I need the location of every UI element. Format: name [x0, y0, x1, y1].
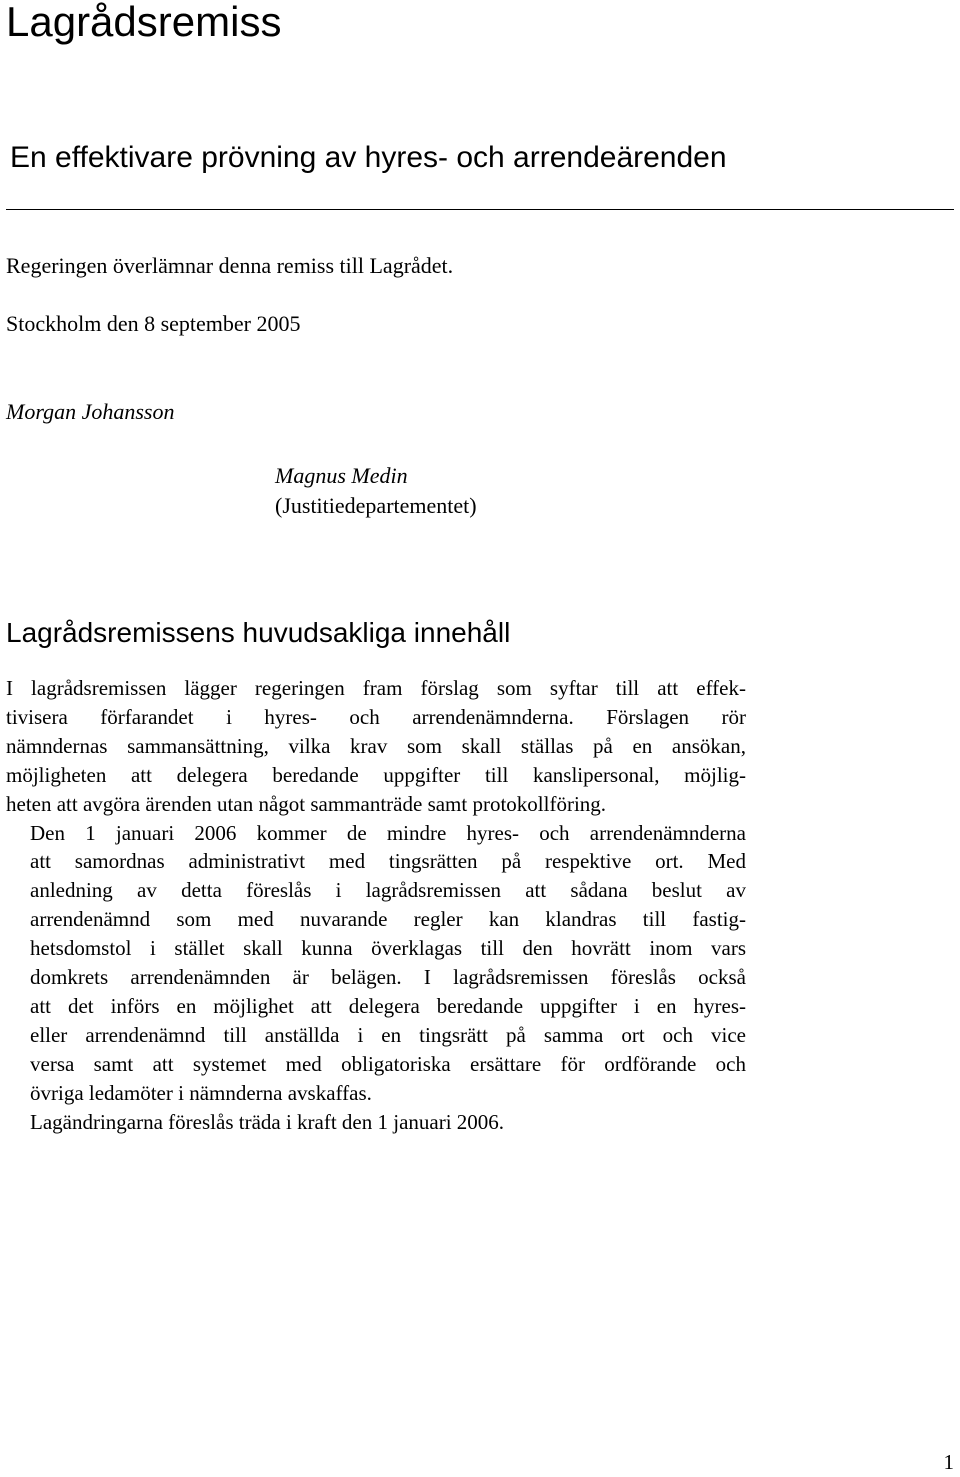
summary-body — [6, 674, 746, 1137]
text-line: att samordnas administrativt med tingsrätten på respektive ort. Med — [30, 849, 746, 874]
summary-paragraph-3 — [6, 1108, 746, 1137]
text-line: anledning av detta föreslås i lagrådsremissen att sådana beslut av — [30, 878, 746, 903]
place-and-date: Stockholm den 8 september 2005 — [6, 311, 301, 336]
text-line: eller arrendenämnd till anställda i en tingsrätt på samma ort och vice — [30, 1022, 746, 1047]
text-line: Den 1 januari 2006 kommer de mindre hyres- och arrendenämnderna — [30, 820, 746, 845]
official-signature: Magnus Medin — [275, 463, 408, 488]
text-line: övriga ledamöter i nämnderna avskaffas. — [30, 1080, 372, 1105]
summary-heading: Lagrådsremissens huvudsakliga innehåll — [6, 617, 511, 648]
summary-paragraph-1 — [6, 674, 746, 819]
document-title: Lagrådsremiss — [6, 0, 282, 45]
text-line: hetsdomstol i stället skall kunna överklagas till den hovrätt inom vars — [30, 936, 746, 961]
referral-statement: Regeringen överlämnar denna remiss till Lagrådet. — [6, 253, 454, 278]
page-number: 1 — [943, 1450, 954, 1474]
document-subtitle: En effektivare prövning av hyres- och arrendeärenden — [10, 141, 727, 174]
text-line: heten att avgöra ärenden utan något sammanträde samt protokollföring. — [6, 791, 607, 816]
summary-paragraph-2 — [6, 819, 746, 1108]
department-name: (Justitiedepartementet) — [275, 493, 477, 518]
text-line: I lagrådsremissen lägger regeringen fram förslag som syftar till att effek- — [6, 676, 746, 700]
text-line: arrendenämnd som med nuvarande regler kan klandras till fastig- — [30, 907, 746, 932]
text-line: nämndernas sammansättning, vilka krav som skall ställas på en ansökan, — [6, 733, 746, 758]
text-line: tivisera förfarandet i hyres- och arrendenämnderna. Förslagen rör — [6, 704, 746, 729]
minister-signature: Morgan Johansson — [6, 399, 175, 424]
text-line: domkrets arrendenämnden är belägen. I lagrådsremissen föreslås också — [30, 965, 746, 990]
text-line: att det införs en möjlighet att delegera beredande uppgifter i en hyres- — [30, 993, 746, 1018]
horizontal-divider — [6, 209, 954, 210]
text-line: versa samt att systemet med obligatoriska ersättare för ordförande och — [30, 1051, 746, 1076]
text-line: Lagändringarna föreslås träda i kraft den 1 januari 2006. — [30, 1109, 505, 1134]
text-line: möjligheten att delegera beredande uppgifter till kanslipersonal, möjlig- — [6, 762, 746, 787]
